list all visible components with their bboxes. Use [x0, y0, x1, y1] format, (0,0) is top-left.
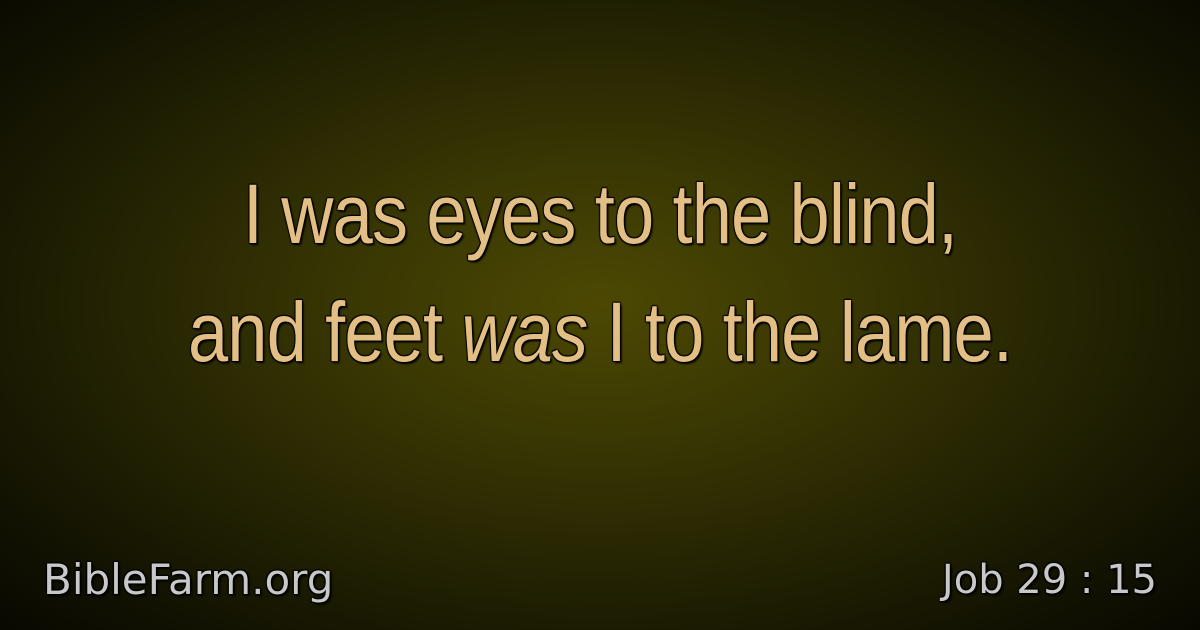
- verse-line-2-end: I to the lame.: [587, 285, 1013, 379]
- verse-italic-word: was: [461, 285, 588, 379]
- verse-line-2: [84, 273, 1116, 391]
- site-name: BibleFarm.org: [43, 555, 334, 604]
- verse-text: [84, 155, 1116, 391]
- verse-line-1: I was eyes to the blind,: [242, 167, 958, 261]
- verse-reference: Job 29 : 15: [941, 557, 1157, 603]
- verse-line-2-start: and feet: [187, 285, 462, 379]
